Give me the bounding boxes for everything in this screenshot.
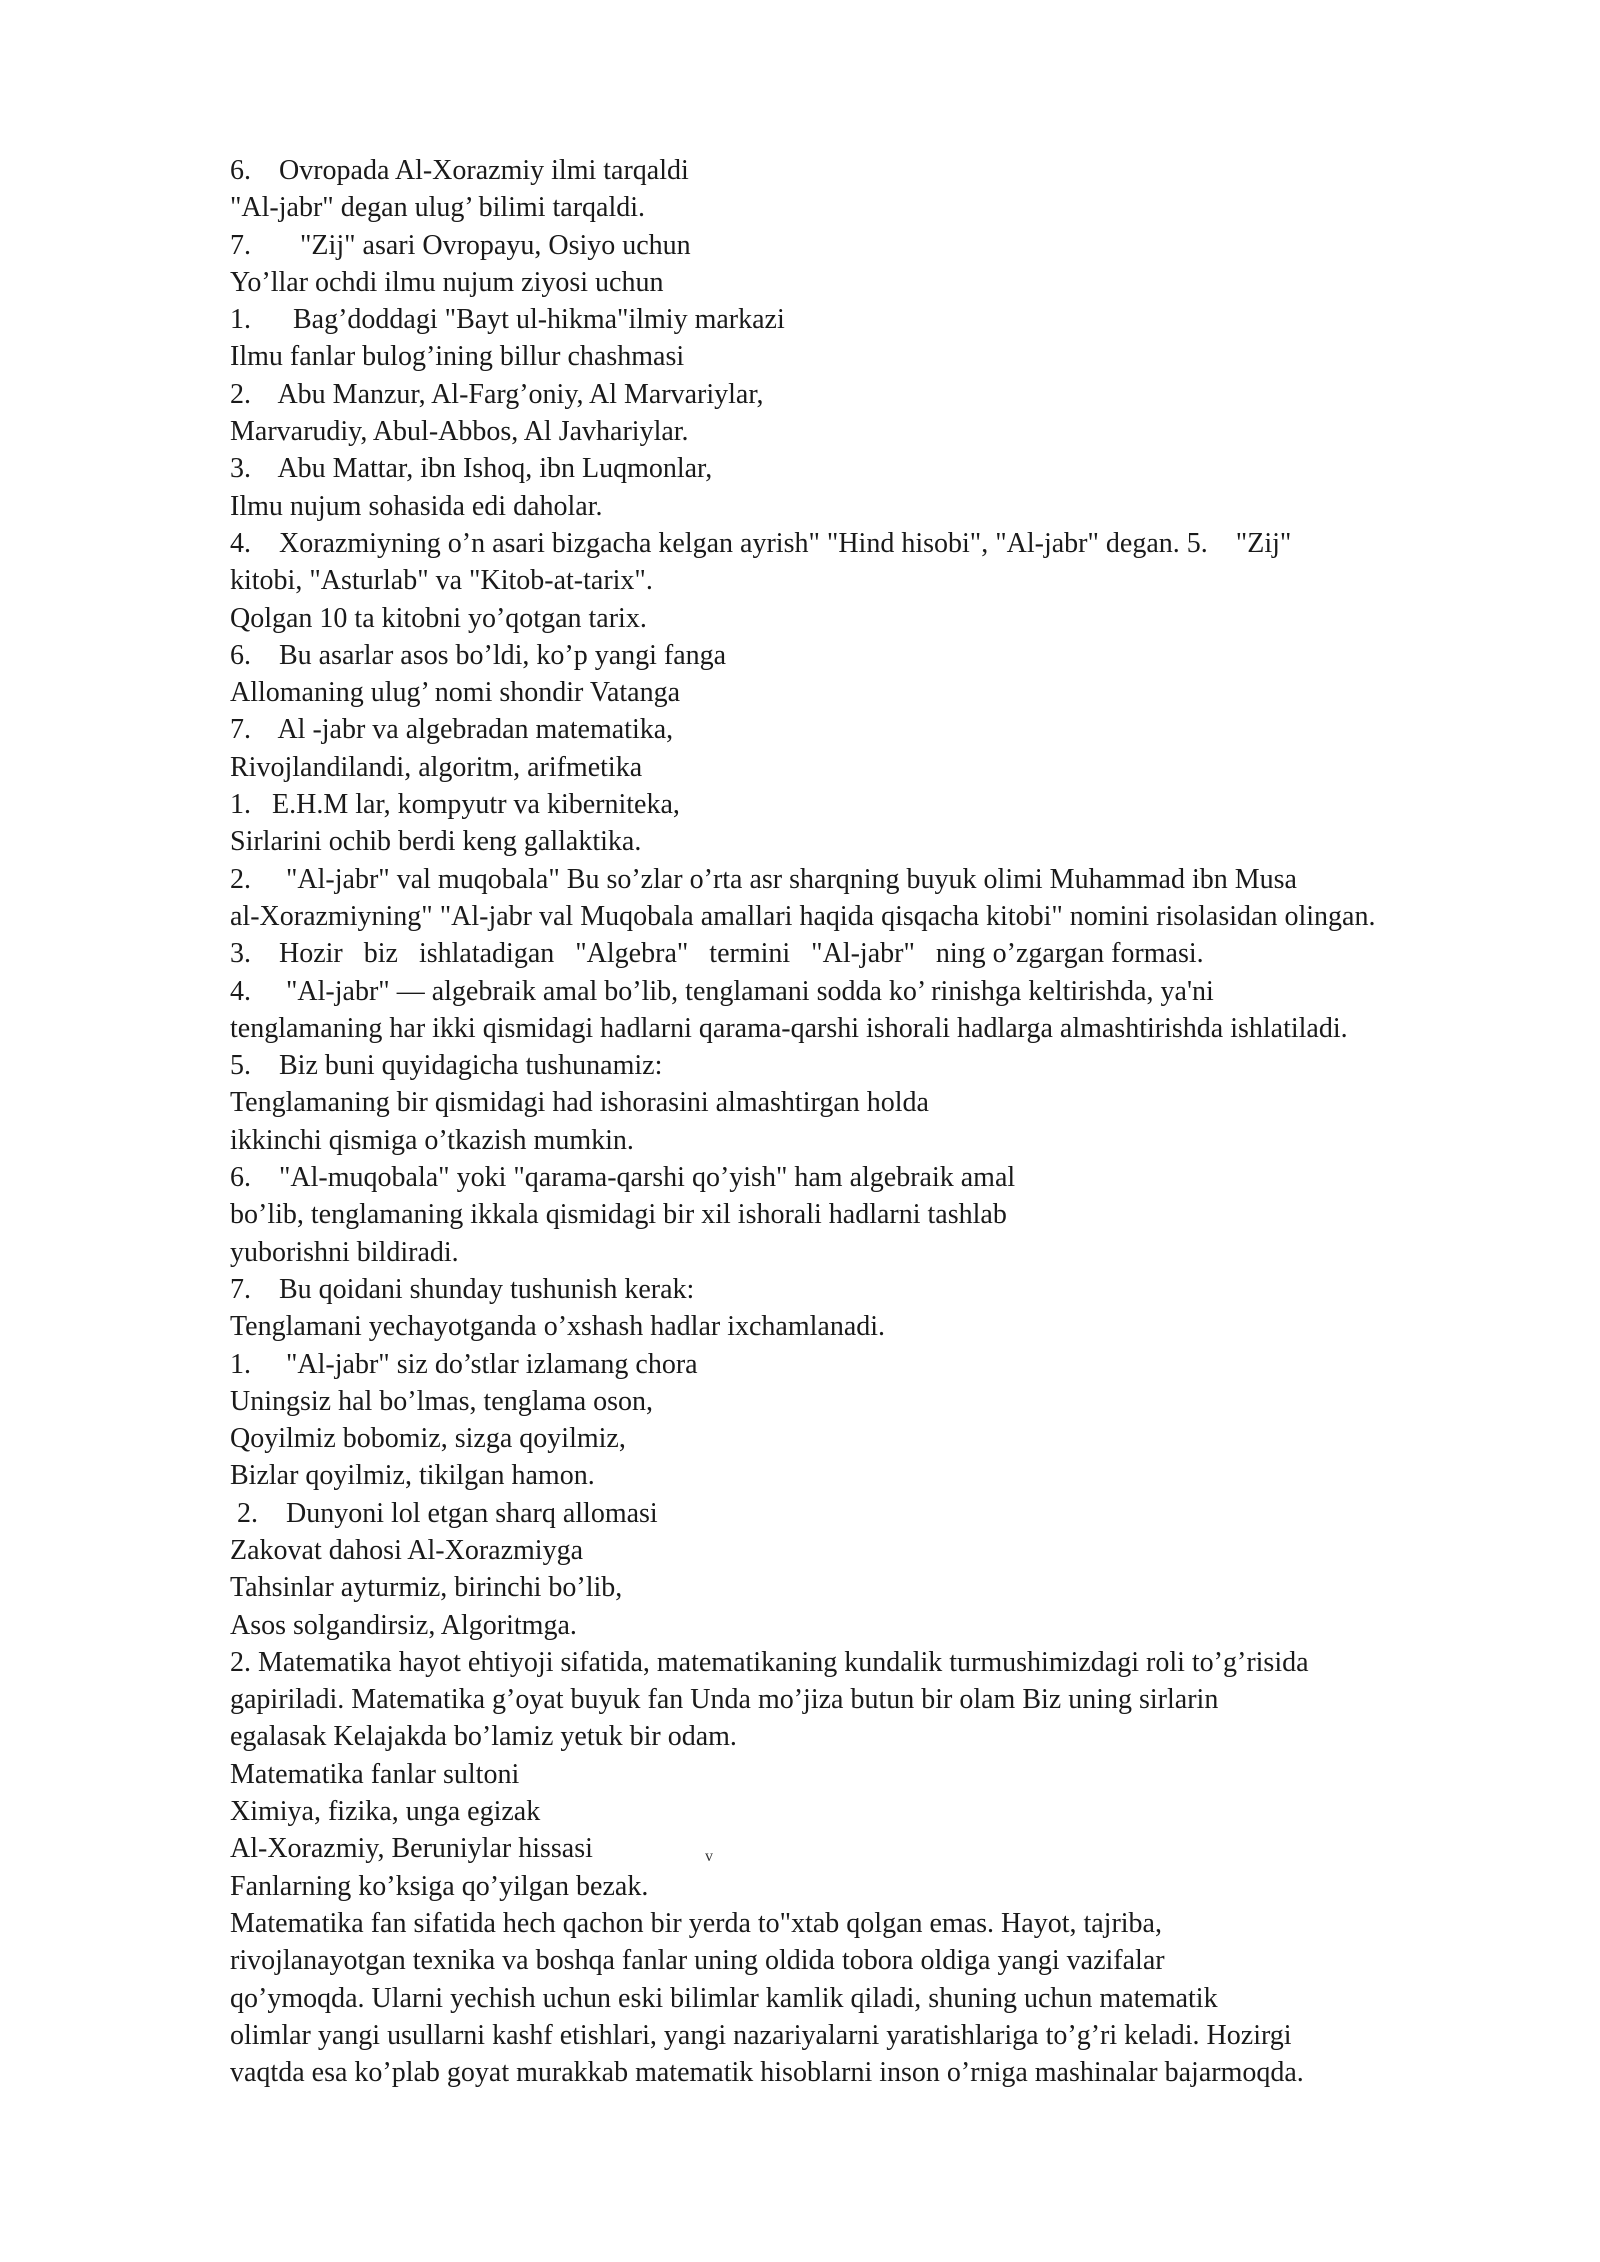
text-line: yuborishni bildiradi.	[230, 1236, 459, 1268]
text-line: Fanlarning ko’ksiga qo’yilgan bezak.	[230, 1870, 649, 1902]
text-line: Uningsiz hal bo’lmas, tenglama oson,	[230, 1385, 654, 1417]
text-line: egalasak Kelajakda bo’lamiz yetuk bir odam.	[230, 1721, 737, 1753]
text-line: ikkinchi qismiga o’tkazish mumkin.	[230, 1124, 634, 1156]
text-line: 6. Ovropada Al-Xorazmiy ilmi tarqaldi	[230, 155, 689, 186]
text-line: Tahsinlar ayturmiz, birinchi bo’lib,	[230, 1572, 623, 1604]
text-line: olimlar yangi usullarni kashf etishlari, yangi nazariyalarni yaratishlariga to’g’ri keladi. Hozirgi	[230, 2019, 1292, 2051]
text-line: kitobi, "Asturlab" va "Kitob-at-tarix".	[230, 565, 653, 597]
text-line: Al-Xorazmiy, Beruniylar hissasi	[230, 1833, 593, 1865]
text-line: Zakovat dahosi Al-Xorazmiyga	[230, 1534, 584, 1566]
text-line: 2. Dunyoni lol etgan sharq allomasi	[230, 1497, 658, 1529]
text-line: 4. "Al-jabr" — algebraik amal bo’lib, tenglamani sodda ko’ rinishga keltirishda, ya'ni	[230, 975, 1214, 1007]
text-line: 3. Hozir biz ishlatadigan "Algebra" termini "Al-jabr" ning o’zgargan formasi.	[230, 938, 1204, 970]
text-line: 4. Xorazmiyning o’n asari bizgacha kelgan ayrish" "Hind hisobi", "Al-jabr" degan. 5. "Zij"	[230, 527, 1292, 559]
text-line: 2. Abu Manzur, Al-Farg’oniy, Al Marvariylar,	[230, 378, 764, 410]
text-line: 2. "Al-jabr" val muqobala" Bu so’zlar o’rta asr sharqning buyuk olimi Muhammad ibn Musa	[230, 863, 1297, 895]
text-line: Marvarudiy, Abul-Abbos, Al Javhariylar.	[230, 416, 689, 448]
text-line: Allomaning ulug’ nomi shondir Vatanga	[230, 677, 681, 709]
text-line: Asos solgandirsiz, Algoritmga.	[230, 1609, 577, 1641]
text-line: bo’lib, tenglamaning ikkala qismidagi bir xil ishorali hadlarni tashlab	[230, 1199, 1007, 1231]
stray-mark: v	[705, 1848, 713, 1865]
text-line: 2. Matematika hayot ehtiyoji sifatida, matematikaning kundalik turmushimizdagi roli to’g’risida	[230, 1646, 1309, 1678]
document-body	[230, 152, 1530, 2091]
text-line: Qoyilmiz bobomiz, sizga qoyilmiz,	[230, 1423, 626, 1455]
text-line: 1. E.H.M lar, kompyutr va kiberniteka,	[230, 789, 680, 821]
text-line: Sirlarini ochib berdi keng gallaktika.	[230, 826, 642, 858]
text-line: "Al-jabr" degan ulug’ bilimi tarqaldi.	[230, 192, 646, 224]
text-line: Bizlar qoyilmiz, tikilgan hamon.	[230, 1460, 595, 1492]
text-line: Yo’llar ochdi ilmu nujum ziyosi uchun	[230, 266, 664, 298]
text-line: 6. "Al-muqobala" yoki "qarama-qarshi qo’yish" ham algebraik amal	[230, 1162, 1016, 1194]
text-line: 1. "Al-jabr" siz do’stlar izlamang chora	[230, 1348, 698, 1380]
text-line: 7. "Zij" asari Ovropayu, Osiyo uchun	[230, 229, 691, 261]
text-line: vaqtda esa ko’plab goyat murakkab matematik hisoblarni inson o’rniga mashinalar bajarmoqda.	[230, 2057, 1304, 2089]
text-line: al-Xorazmiyning" "Al-jabr val Muqobala amallari haqida qisqacha kitobi" nomini risolasidan olingan.	[230, 900, 1376, 932]
text-line: 6. Bu asarlar asos bo’ldi, ko’p yangi fanga	[230, 639, 727, 671]
text-line: 5. Biz buni quyidagicha tushunamiz:	[230, 1050, 663, 1082]
text-line: qo’ymoqda. Ularni yechish uchun eski bilimlar kamlik qiladi, shuning uchun matematik	[230, 1982, 1218, 2014]
text-line: 7. Bu qoidani shunday tushunish kerak:	[230, 1273, 695, 1305]
text-line: Tenglamani yechayotganda o’xshash hadlar ixchamlanadi.	[230, 1311, 886, 1343]
text-line: Tenglamaning bir qismidagi had ishorasini almashtirgan holda	[230, 1087, 929, 1119]
text-line: 3. Abu Mattar, ibn Ishoq, ibn Luqmonlar,	[230, 453, 713, 485]
text-line: 1. Bag’doddagi "Bayt ul-hikma"ilmiy markazi	[230, 304, 785, 336]
text-line: rivojlanayotgan texnika va boshqa fanlar uning oldida tobora oldiga yangi vazifalar	[230, 1945, 1165, 1977]
text-line: Rivojlandilandi, algoritm, arifmetika	[230, 751, 643, 783]
text-line: tenglamaning har ikki qismidagi hadlarni qarama-qarshi ishorali hadlarga almashtirishda ishlatiladi.	[230, 1012, 1348, 1044]
text-line: Qolgan 10 ta kitobni yo’qotgan tarix.	[230, 602, 647, 634]
text-line: Matematika fan sifatida hech qachon bir yerda to"xtab qolgan emas. Hayot, tajriba,	[230, 1907, 1162, 1939]
text-line: Matematika fanlar sultoni	[230, 1758, 520, 1790]
text-line: Ximiya, fizika, unga egizak	[230, 1796, 541, 1828]
text-line: 7. Al -jabr va algebradan matematika,	[230, 714, 674, 746]
text-line: Ilmu nujum sohasida edi daholar.	[230, 490, 603, 522]
text-line: gapiriladi. Matematika g’oyat buyuk fan Unda mo’jiza butun bir olam Biz uning sirlarin	[230, 1684, 1219, 1716]
text-line: Ilmu fanlar bulog’ining billur chashmasi	[230, 341, 685, 373]
